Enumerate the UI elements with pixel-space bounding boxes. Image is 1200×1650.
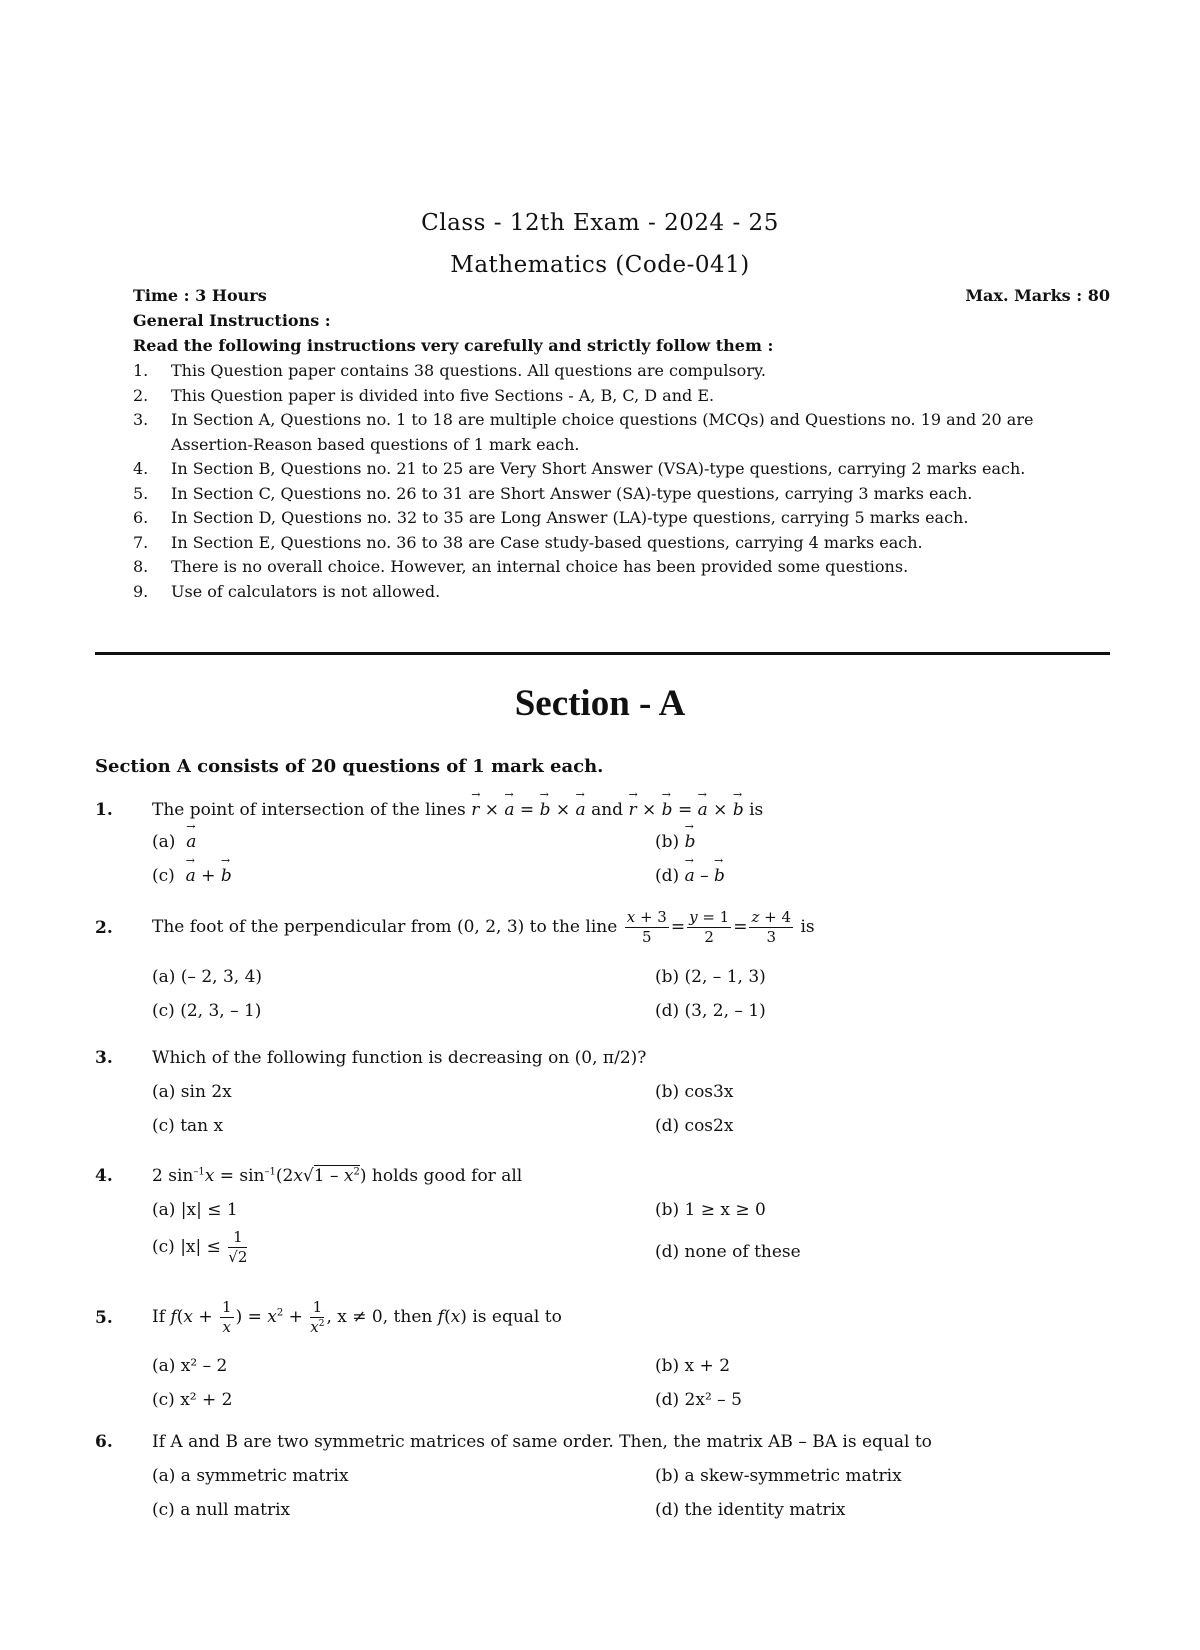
option-d[interactable]: (d) the identity matrix: [655, 1500, 846, 1520]
option-a[interactable]: (a) x² – 2: [152, 1356, 228, 1376]
option-b[interactable]: (b) a skew-symmetric matrix: [655, 1466, 902, 1486]
option-a[interactable]: (a) |x| ≤ 1: [152, 1200, 238, 1220]
instruction-item: 2. This Question paper is divided into five Sections - A, B, C, D and E.: [133, 385, 715, 405]
question-text: Which of the following function is decreasing on (0, π/2)?: [152, 1048, 647, 1068]
section-description: Section A consists of 20 questions of 1 mark each.: [95, 756, 604, 777]
option-c[interactable]: (c) a null matrix: [152, 1500, 291, 1520]
instruction-item: 4. In Section B, Questions no. 21 to 25 are Very Short Answer (VSA)-type questions, carrying 2 marks each.: [133, 459, 1026, 478]
instruction-item: 8. There is no overall choice. However, an internal choice has been provided some questions.: [133, 557, 909, 576]
instructions-list: [133, 359, 1110, 604]
exam-max-marks: Max. Marks : 80: [965, 286, 1110, 305]
option-b[interactable]: (b) cos3x: [655, 1082, 734, 1102]
option-a[interactable]: (a) sin 2x: [152, 1082, 232, 1102]
option-a[interactable]: (a) a symmetric matrix: [152, 1466, 349, 1486]
instructions-subheading: Read the following instructions very carefully and strictly follow them :: [133, 336, 774, 355]
option-c[interactable]: (c) tan x: [152, 1116, 224, 1136]
exam-meta: [133, 286, 1110, 308]
question-text: The foot of the perpendicular from (0, 2, 3) to the line $\frac{x + 3}{5}$ = $\frac{y = 1}{2}$ = $\frac{z + 4}{3}$ is: [152, 908, 815, 946]
exam-page: Class - 12th Exam - 2024 - 25 Mathematics (Code-041) Time : 3 Hours Max. Marks : 80 General Instructions : Read the following instructions very carefully and strictly follow them : 1. This Question paper contains 38 questions. All questions are compulsory. 2. This Question paper is divided into five Sections - A, B, C, D and E. 3. In Section A, Questions no. 1 to 18 are multiple choice questions (MCQs) and Questions no. 19 and 20 are Assertion-Reason based questions of 1 mark each. 4. In Section B, Questions no. 21 to 25 are Very Short Answer (VSA)-type questions, carrying 2 marks each. 5. In Section C, Questions no. 26 to 31 are Short Answer (SA)-type questions, carrying 3 marks each. 6. In Section D, Questions no. 32 to 35 are Long Answer (LA)-type questions, carrying 5 marks each. 7. In Section E, Questions no. 36 to 38 are Case study-based questions, carrying 4 marks each. 8. There is no overall choice. However, an internal choice has been provided some questions. 9. Use of calculators is not allowed. Section - A Section A consists of 20 questions of 1 mark each. 1. The point of intersection of the lines → r × → a = → b × → a and → r × → b = → a × → b is (a) → a (b) → b (c) → a + → b (d) → a – → b 2. The foot of the perpendicular from (0, 2, 3) to the line $\frac{x + 3}{5}$ = $\frac{y = 1}{2}$ = $\frac{z + 4}{3}$ is (a) (– 2, 3, 4) (b) (2, – 1, 3) (c) (2, 3, – 1) (d) (3, 2, – 1) 3. Which of the following function is decreasing on (0, π/2)? (a) sin 2x (b) cos3x (c) tan x (d) cos2x 4. 2 $\sin^{-1}x = \sin^{-1}(2x√1 - x^2)$ holds good for all (a) |x| ≤ 1 (b) 1 ≥ x ≥ 0 (c) |x| ≤ $\frac{1}{√2}$ (d) none of these 5. If f(x + $\frac{1}{x}$ ) = $x^2$ + $\frac{1}{x^2}$ , x ≠ 0, then f(x) is equal to (a) x² – 2 (b) x + 2 (c) x² + 2 (d) 2x² – 5 6. If A and B are two symmetric matrices of same order. Then, the matrix AB – BA is equal to (a) a symmetric matrix (b) a skew-symmetric matrix (c) a null matrix (d) the identity matrix: [0, 0, 1200, 1650]
instruction-item: 3. In Section A, Questions no. 1 to 18 are multiple choice questions (MCQs) and Questions no. 19 and 20 are Assertion-Reason based questions of 1 mark each.: [133, 410, 1034, 454]
option-b[interactable]: (b) (2, – 1, 3): [655, 967, 766, 987]
instruction-item: 9. Use of calculators is not allowed.: [133, 581, 441, 601]
option-c[interactable]: (c) x² + 2: [152, 1390, 233, 1410]
option-d[interactable]: (d) none of these: [655, 1242, 801, 1262]
option-c[interactable]: (c) (2, 3, – 1): [152, 1001, 262, 1021]
option-d[interactable]: (d) (3, 2, – 1): [655, 1001, 766, 1021]
option-d[interactable]: (d) cos2x: [655, 1116, 734, 1136]
option-c[interactable]: (c) |x| ≤ $\frac{1}{√2}$: [152, 1228, 248, 1266]
option-a[interactable]: (a) (– 2, 3, 4): [152, 967, 263, 987]
option-b[interactable]: (b) → b: [655, 832, 695, 852]
instructions-heading: General Instructions :: [133, 311, 331, 330]
question-text: If A and B are two symmetric matrices of same order. Then, the matrix AB – BA is equal to: [152, 1432, 932, 1452]
option-b[interactable]: (b) 1 ≥ x ≥ 0: [655, 1200, 766, 1220]
option-c[interactable]: (c) → a + → b: [152, 866, 232, 886]
instruction-item: 6. In Section D, Questions no. 32 to 35 are Long Answer (LA)-type questions, carrying 5 marks each.: [133, 508, 969, 527]
exam-time: Time : 3 Hours: [133, 286, 267, 305]
option-d[interactable]: (d) → a – → b: [655, 866, 725, 886]
question-text: 2 $\sin^{-1}x = \sin^{-1}(2x√1 - x^2)$ holds good for all: [152, 1166, 523, 1186]
exam-title: Class - 12th Exam - 2024 - 25: [421, 210, 779, 236]
section-divider: [95, 652, 1110, 655]
instruction-item: 1. This Question paper contains 38 questions. All questions are compulsory.: [133, 361, 766, 380]
option-b[interactable]: (b) x + 2: [655, 1356, 731, 1376]
instruction-item: 5. In Section C, Questions no. 26 to 31 are Short Answer (SA)-type questions, carrying 3 marks each.: [133, 483, 973, 503]
question-text: If f(x + $\frac{1}{x}$ ) = $x^2$ + $\frac{1}{x^2}$ , x ≠ 0, then f(x) is equal to: [152, 1298, 562, 1336]
question-text: The point of intersection of the lines → r × → a = → b × → a and → r × → b = → a × → b is: [152, 800, 763, 820]
option-d[interactable]: (d) 2x² – 5: [655, 1390, 742, 1410]
instruction-item: 7. In Section E, Questions no. 36 to 38 are Case study-based questions, carrying 4 marks each.: [133, 532, 923, 552]
subject-title: Mathematics (Code-041): [450, 252, 750, 278]
section-title: Section - A: [514, 683, 686, 724]
option-a[interactable]: (a) → a: [152, 832, 196, 852]
